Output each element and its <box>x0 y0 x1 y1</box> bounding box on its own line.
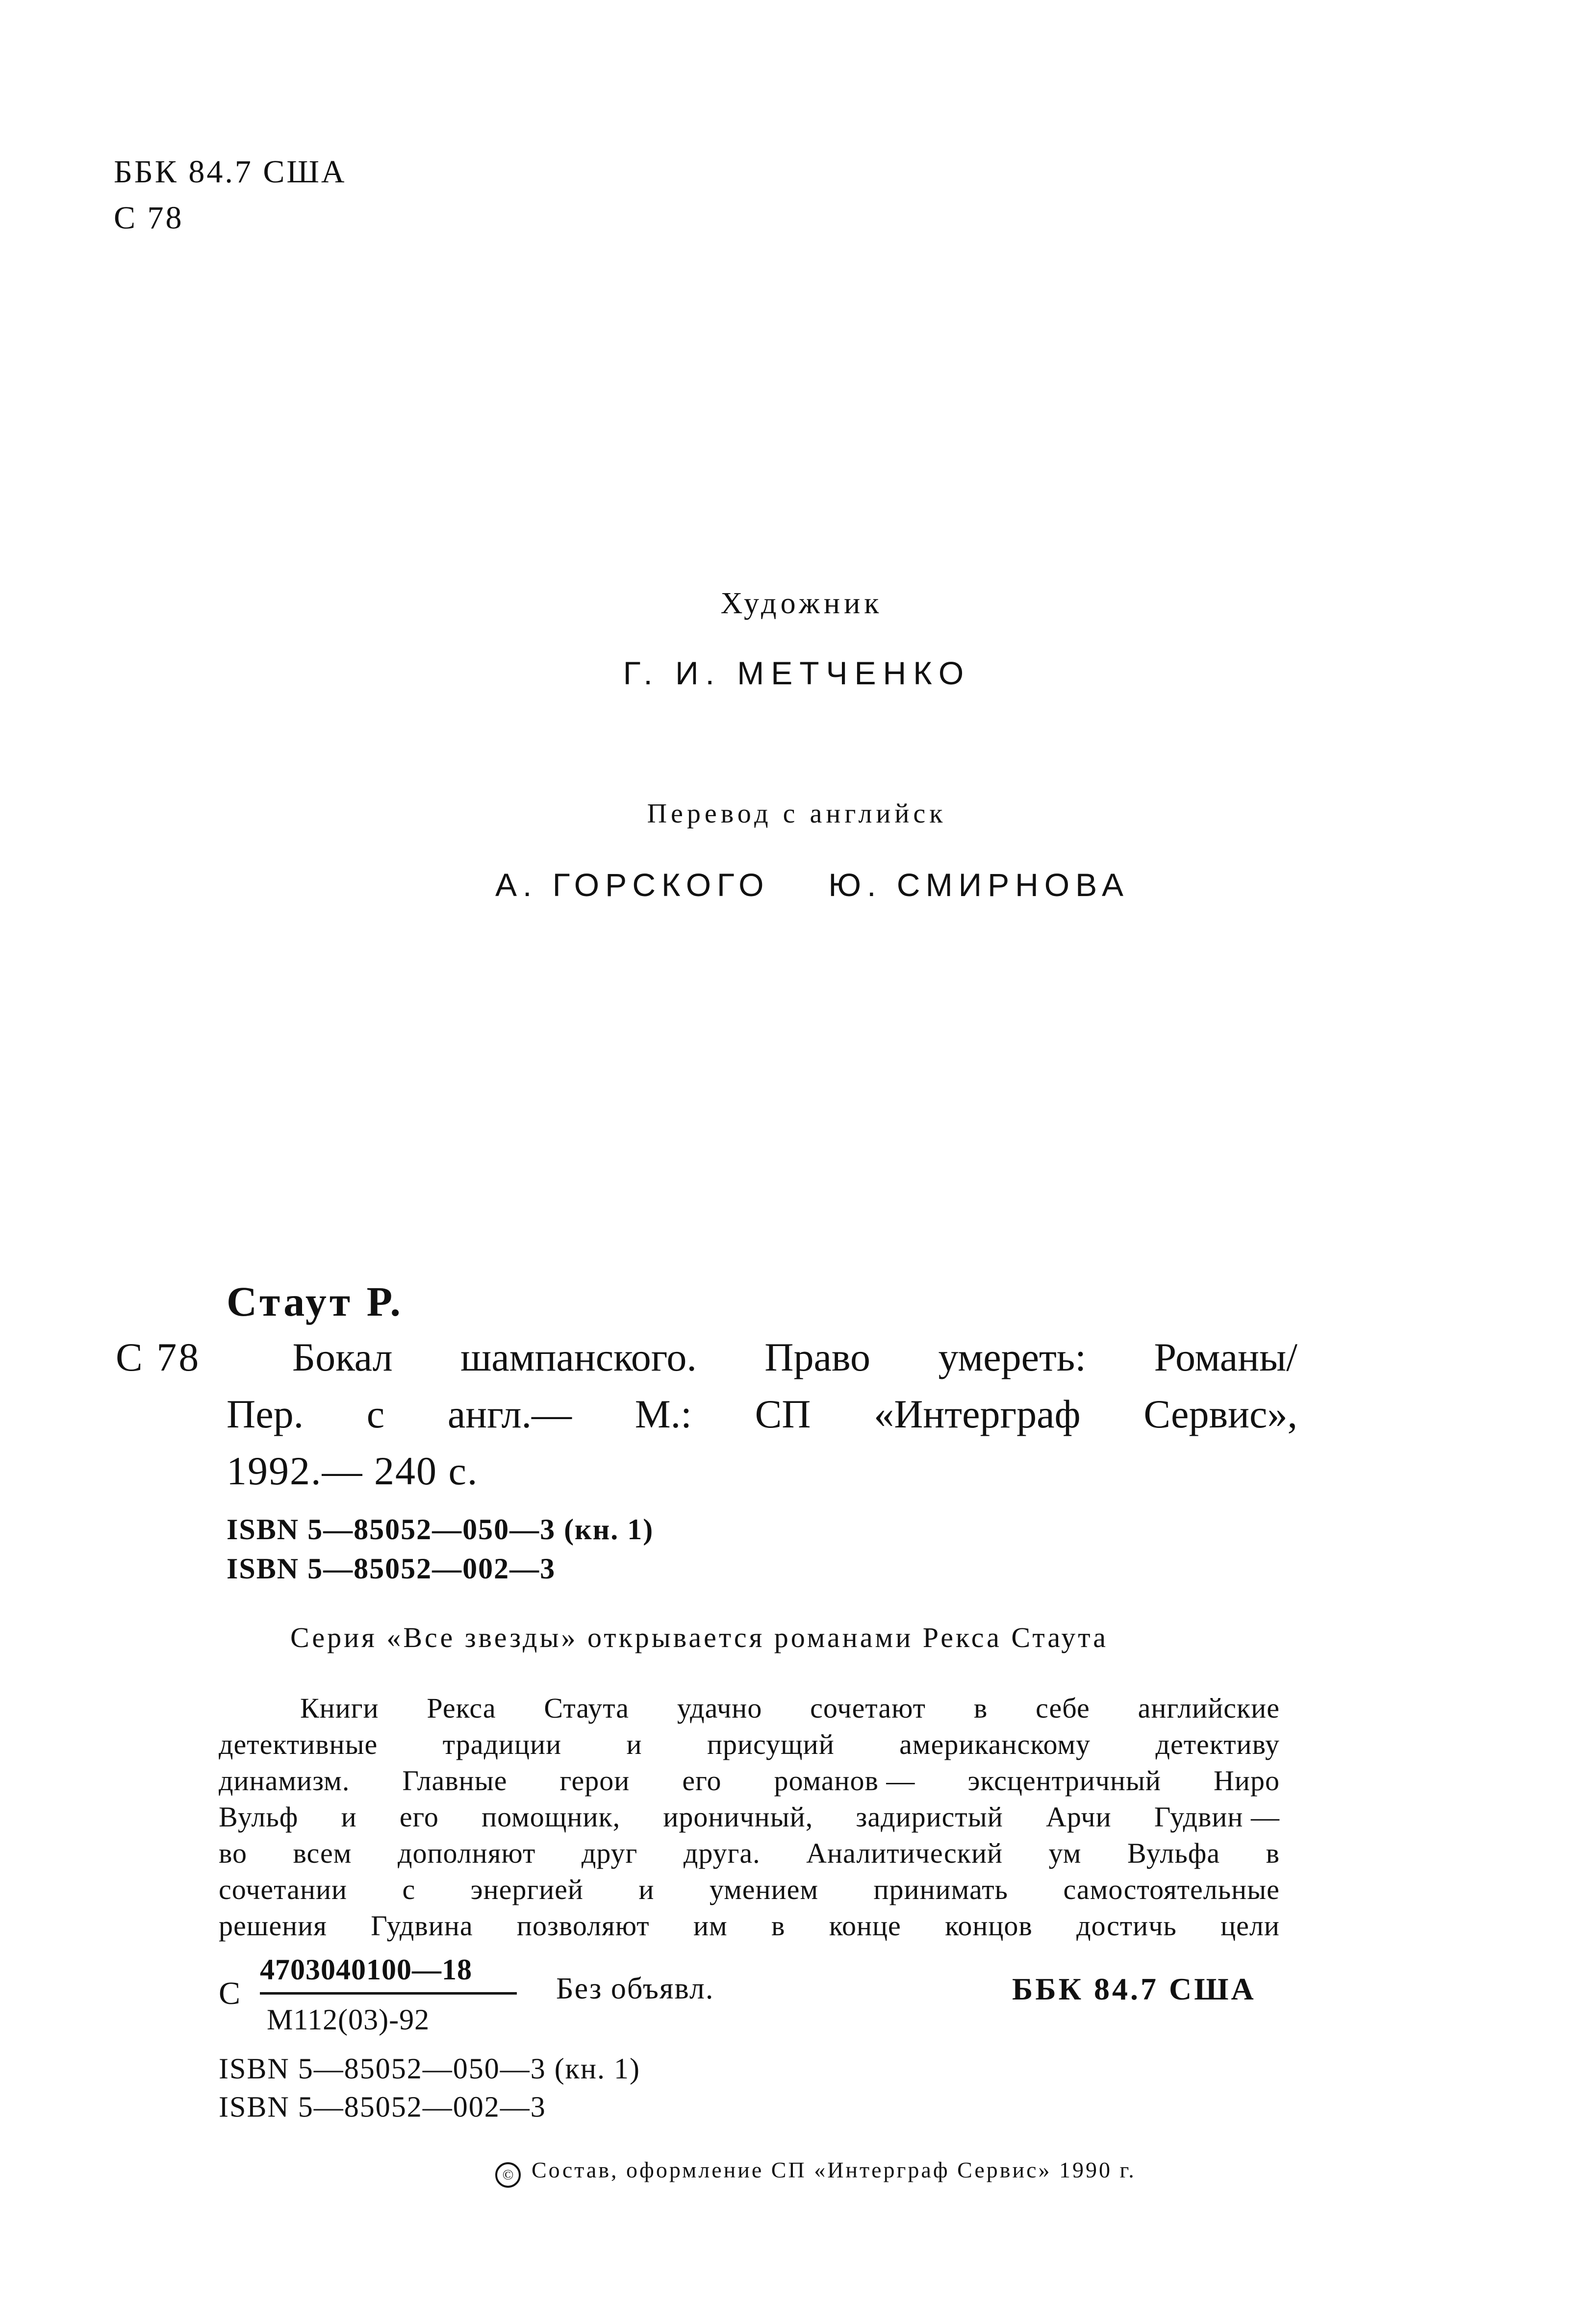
word: детективу <box>1155 1728 1280 1760</box>
copyright-icon: © <box>495 2162 521 2188</box>
word: герои <box>559 1765 630 1797</box>
word: цели <box>1220 1910 1280 1942</box>
word: динамизм. <box>219 1765 350 1797</box>
word: Рекса <box>427 1692 496 1724</box>
word: Гудвина <box>371 1910 473 1942</box>
word: английские <box>1138 1692 1280 1724</box>
word: в <box>771 1910 786 1942</box>
catalog-isbn-1: ISBN 5—85052—050—3 (кн. 1) <box>227 1513 654 1546</box>
word: присущий <box>707 1728 835 1760</box>
imprint-isbn-1: ISBN 5—85052—050—3 (кн. 1) <box>219 2052 640 2085</box>
word: СП <box>755 1392 811 1436</box>
word: ум <box>1048 1837 1082 1869</box>
word: конце <box>829 1910 901 1942</box>
catalog-number: С 78 <box>116 1335 201 1379</box>
artist-name: Г. И. МЕТЧЕНКО <box>623 655 971 691</box>
word: его <box>682 1765 722 1797</box>
copyright-text: Состав, оформление СП «Интерграф Сервис» 1990 г. <box>532 2157 1136 2182</box>
word: им <box>693 1910 728 1942</box>
annotation-line <box>219 1839 1280 1868</box>
word: Ниро <box>1214 1765 1280 1797</box>
annotation-line <box>219 1803 1280 1831</box>
word: Вульфа <box>1127 1837 1220 1869</box>
word: Бокал <box>292 1335 393 1379</box>
word: Аналитический <box>806 1837 1003 1869</box>
imprint-letter: С <box>219 1975 241 2011</box>
word: М.: <box>635 1392 692 1436</box>
word: принимать <box>873 1874 1009 1905</box>
catalog-title-line-2 <box>227 1394 1297 1434</box>
annotation-line <box>300 1694 1280 1723</box>
word: позволяют <box>516 1910 650 1942</box>
word: Пер. <box>227 1392 304 1436</box>
word: сочетают <box>810 1692 926 1724</box>
word: Главные <box>402 1765 508 1797</box>
word: Романы/ <box>1154 1335 1297 1379</box>
translators <box>495 869 1129 901</box>
word: в <box>973 1692 988 1724</box>
word: энергией <box>470 1874 584 1905</box>
copyright-line <box>495 2159 1136 2188</box>
word: самостоятельные <box>1063 1874 1280 1905</box>
word: его <box>399 1801 439 1833</box>
word: решения <box>219 1910 327 1942</box>
word: романов — <box>774 1765 915 1797</box>
catalog-isbn-2: ISBN 5—85052—002—3 <box>227 1552 556 1585</box>
word: эксцентричный <box>967 1765 1161 1797</box>
imprint-isbn-2: ISBN 5—85052—002—3 <box>219 2091 546 2123</box>
word: удачно <box>677 1692 762 1724</box>
header-index: С 78 <box>114 200 184 236</box>
word: Право <box>764 1335 871 1379</box>
annotation-line <box>219 1875 1280 1904</box>
translator-1: А. ГОРСКОГО <box>495 867 770 903</box>
imprint-bbk: ББК 84.7 США <box>1012 1972 1256 2006</box>
imprint-code-numerator: 4703040100—18 <box>260 1953 472 1986</box>
word: умением <box>709 1874 819 1905</box>
word: умереть: <box>938 1335 1087 1379</box>
word: ироничный, <box>663 1801 813 1833</box>
word: и <box>626 1728 642 1760</box>
word: помощник, <box>482 1801 621 1833</box>
header-bbk: ББК 84.7 США <box>114 154 347 190</box>
catalog-title-line-1 <box>292 1337 1297 1377</box>
annotation-line <box>219 1767 1280 1795</box>
word: задиристый <box>856 1801 1003 1833</box>
word: «Интерграф <box>874 1392 1081 1436</box>
annotation-line <box>219 1912 1280 1940</box>
word: и <box>638 1874 655 1905</box>
word: и <box>341 1801 357 1833</box>
word: друга. <box>683 1837 761 1869</box>
word: Сервис», <box>1143 1392 1297 1436</box>
series-note: Серия «Все звезды» открывается романами Рекса Стаута <box>290 1622 1109 1653</box>
word: англ.— <box>447 1392 572 1436</box>
translation-label: Перевод с английск <box>647 799 947 829</box>
word: Арчи <box>1045 1801 1112 1833</box>
word: сочетании <box>219 1874 348 1905</box>
imprint-fraction-rule <box>260 1992 517 1995</box>
word: себе <box>1036 1692 1090 1724</box>
word: с <box>402 1874 416 1905</box>
artist-label: Художник <box>720 587 883 620</box>
word: Гудвин — <box>1154 1801 1280 1833</box>
word: с <box>366 1392 385 1436</box>
word: во <box>219 1837 247 1869</box>
translator-2: Ю. СМИРНОВА <box>828 867 1129 903</box>
catalog-title-line-3: 1992.— 240 с. <box>227 1449 479 1493</box>
word: в <box>1266 1837 1280 1869</box>
word: детективные <box>219 1728 378 1760</box>
annotation-line <box>219 1730 1280 1759</box>
word: концов <box>945 1910 1033 1942</box>
word: Вульф <box>219 1801 299 1833</box>
word: Книги <box>300 1692 379 1724</box>
no-advert-note: Без объявл. <box>556 1972 714 2005</box>
imprint-code-denominator: М112(03)-92 <box>267 2003 430 2036</box>
word: всем <box>293 1837 352 1869</box>
catalog-author: Стаут Р. <box>227 1278 404 1325</box>
word: шампанского. <box>460 1335 697 1379</box>
word: традиции <box>442 1728 562 1760</box>
word: достичь <box>1076 1910 1177 1942</box>
word: Стаута <box>544 1692 629 1724</box>
word: американскому <box>899 1728 1091 1760</box>
word: дополняют <box>397 1837 536 1869</box>
word: друг <box>581 1837 638 1869</box>
